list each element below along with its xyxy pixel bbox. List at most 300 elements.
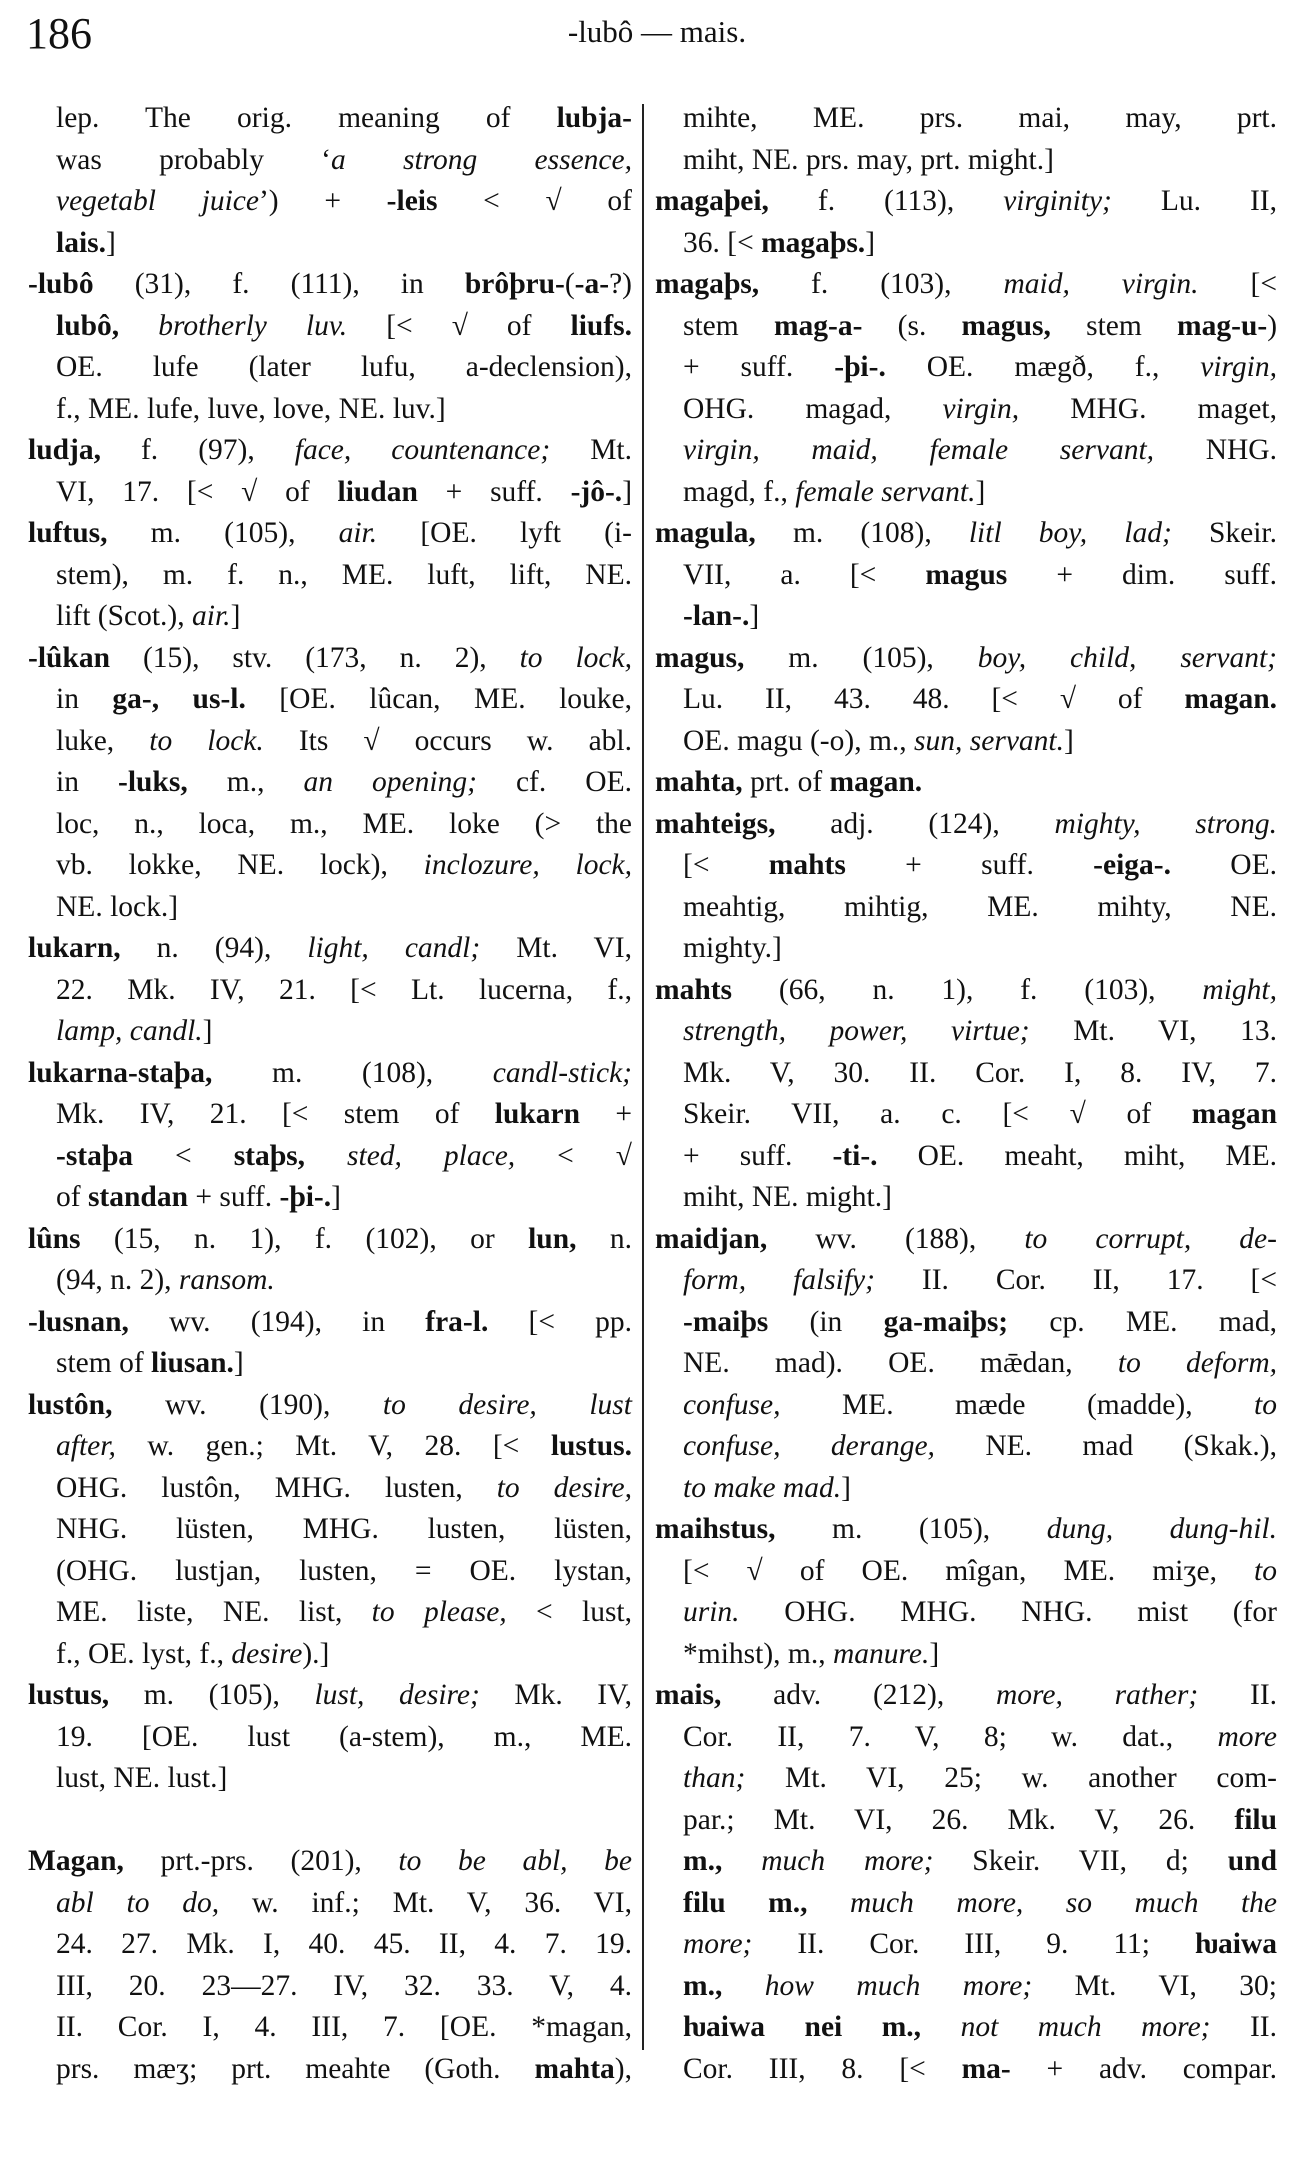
text: NE. mad). OE. mǣdan,	[683, 1347, 1118, 1379]
headword: brôþru-	[464, 268, 565, 300]
text: Mt. VI, 25; w. another com-	[745, 1762, 1277, 1794]
text-line	[655, 1385, 1277, 1427]
headword: lun,	[528, 1222, 577, 1255]
text: ]	[929, 1637, 940, 1670]
headword: -maiþs	[683, 1305, 769, 1338]
gloss: not much more;	[960, 2011, 1211, 2043]
text-line	[655, 389, 1277, 431]
entry-headline	[28, 1053, 632, 1095]
text: + suff.	[683, 351, 835, 383]
entry-headline	[28, 430, 632, 472]
gloss: to please,	[371, 1596, 507, 1628]
gloss: more	[1217, 1720, 1277, 1753]
text: in	[56, 683, 113, 715]
gloss: much more;	[761, 1845, 934, 1877]
text: n. (94),	[120, 932, 308, 964]
headword: -eiga-.	[1093, 849, 1171, 881]
gloss: ransom.	[178, 1264, 275, 1296]
text: + dim. suff.	[1007, 558, 1277, 591]
text: OHG. lustôn, MHG. lusten,	[56, 1471, 497, 1504]
gloss: light, candl;	[307, 932, 481, 964]
text: ]	[1063, 724, 1074, 757]
text: Lu. II, 43. 48. [< √ of	[683, 683, 1185, 715]
headword: luftus,	[28, 517, 108, 549]
running-head: -lubô — mais.	[567, 14, 747, 49]
headword: magus,	[961, 309, 1051, 342]
text: [OE. lûcan, ME. louke,	[245, 683, 632, 715]
text-line	[655, 1924, 1277, 1966]
text-line	[28, 1551, 632, 1593]
gloss: candl-stick;	[492, 1056, 632, 1089]
headword: mag-u-	[1177, 309, 1268, 342]
gloss: more, rather;	[995, 1679, 1199, 1711]
entry-headline	[655, 1219, 1277, 1261]
text-line	[28, 1177, 632, 1219]
text-line	[655, 1758, 1277, 1800]
text: Mk. V, 30. II. Cor. I, 8. IV, 7.	[683, 1056, 1277, 1089]
headword: -lan-.	[683, 600, 750, 632]
text-line	[655, 928, 1277, 970]
text: Skeir.	[1171, 517, 1277, 549]
text: n.	[576, 1222, 633, 1255]
text-line	[28, 1426, 632, 1468]
headword: -ti-.	[832, 1139, 878, 1172]
text: ]	[622, 475, 633, 508]
text: prt. of	[742, 766, 830, 798]
text-line	[28, 472, 632, 514]
text-line	[655, 845, 1277, 887]
text-line	[655, 1883, 1277, 1925]
text: + suff.	[417, 475, 571, 508]
text-line	[655, 596, 1277, 638]
text-line	[28, 1011, 632, 1053]
text: ),	[614, 2052, 632, 2085]
gloss: to desire, lust	[382, 1388, 632, 1421]
headword: filu m.,	[683, 1886, 808, 1919]
entry-headline	[655, 1509, 1277, 1551]
gloss: strength, power, virtue;	[683, 1015, 1030, 1047]
text-line	[655, 1053, 1277, 1095]
text: prs. mæʒ; prt. meahte (Goth.	[56, 2052, 535, 2085]
headword: ƕaiwa	[1194, 1928, 1277, 1960]
text: ]	[202, 1015, 213, 1047]
text: VII, a. [<	[683, 558, 926, 591]
gloss: boy, child, servant;	[977, 641, 1277, 674]
text-line	[28, 1883, 632, 1925]
text-line	[655, 2049, 1277, 2091]
text: lust, NE. lust.]	[56, 1762, 228, 1794]
text: prt.-prs. (201),	[123, 1845, 399, 1877]
text-line	[655, 1717, 1277, 1759]
headword: lubô,	[56, 309, 120, 342]
entry-headline	[655, 1675, 1277, 1717]
text: OE.	[1170, 849, 1278, 881]
headword: magula,	[655, 517, 756, 549]
gloss: virgin,	[1200, 351, 1277, 383]
text: par.; Mt. VI, 26. Mk. V, 26.	[683, 1803, 1235, 1836]
headword: mahta	[534, 2052, 615, 2085]
text: (31), f. (111), in	[93, 268, 465, 300]
gloss: urin.	[683, 1596, 740, 1628]
text	[921, 2011, 961, 2043]
text: vb. lokke, NE. lock),	[56, 849, 424, 881]
gloss: a strong essence,	[331, 143, 632, 176]
gloss: how much more;	[764, 1969, 1033, 2002]
headword: ma-	[961, 2052, 1011, 2085]
gloss: form, falsify;	[683, 1264, 875, 1296]
headword: lubja-	[556, 102, 632, 134]
headword: -þi-.	[834, 351, 886, 383]
entry-headline	[28, 1302, 632, 1344]
gloss: brotherly luv.	[158, 309, 348, 342]
text-line	[655, 1343, 1277, 1385]
text-line	[28, 306, 632, 348]
text: Mt. VI, 30;	[1032, 1969, 1278, 2002]
text-line	[28, 98, 632, 140]
text: <	[133, 1139, 234, 1172]
gloss: than;	[683, 1762, 746, 1794]
headword: lustôn,	[28, 1388, 113, 1421]
headword: m.,	[683, 1845, 723, 1877]
gloss: mighty, strong.	[1054, 807, 1277, 840]
text: ).]	[302, 1637, 330, 1670]
gloss: to	[1254, 1388, 1277, 1421]
text: 36. [<	[683, 226, 762, 259]
text-line	[28, 140, 632, 182]
text: miht, NE. might.]	[683, 1181, 892, 1213]
text: ]	[841, 1471, 851, 1504]
gloss: to make mad.	[683, 1471, 842, 1504]
headword: -lûkan	[28, 641, 110, 674]
text: was probably ‘	[56, 143, 332, 176]
entry-headline	[28, 1675, 632, 1717]
entry-headline	[655, 638, 1277, 680]
entry-headline	[655, 513, 1277, 555]
text-line	[655, 1177, 1277, 1219]
text-line	[28, 845, 632, 887]
text-line	[655, 1094, 1277, 1136]
text-line	[28, 679, 632, 721]
text: f., ME. lufe, luve, love, NE. luv.]	[56, 392, 446, 425]
text: Mt. VI, 13.	[1029, 1015, 1277, 1047]
text: cf. OE.	[476, 766, 633, 798]
text: 22. Mk. IV, 21. [< Lt. lucerna, f.,	[56, 973, 632, 1006]
text: magd, f.,	[683, 475, 796, 508]
text-line	[655, 887, 1277, 929]
text: ME. mæde (madde),	[780, 1388, 1255, 1421]
headword: magus	[925, 558, 1008, 591]
text-line	[28, 1509, 632, 1551]
text: f. (103),	[759, 268, 1004, 300]
text: loc, n., loca, m., ME. loke (> the	[56, 807, 632, 840]
gloss: inclozure, lock,	[423, 849, 633, 881]
left-column	[28, 98, 632, 2090]
text: II. Cor. III, 9. 11;	[752, 1928, 1195, 1960]
text: +	[580, 1098, 632, 1130]
text: ]	[865, 226, 876, 259]
text-line	[28, 555, 632, 597]
headword: lukarna-staþa,	[28, 1056, 213, 1089]
headword: magaþs.	[761, 226, 866, 259]
text-line	[655, 1260, 1277, 1302]
column-divider	[642, 104, 644, 2050]
headword: standan	[87, 1181, 188, 1213]
gloss: manure.	[832, 1637, 930, 1670]
text: [<	[1198, 268, 1277, 300]
text: m. (108),	[212, 1056, 493, 1089]
text: NE. lock.]	[56, 890, 179, 923]
text-line	[655, 140, 1277, 182]
text-line	[28, 2007, 632, 2049]
text: ]	[233, 1347, 244, 1379]
text-line	[28, 970, 632, 1012]
headword: mahts	[655, 973, 733, 1006]
headword: m.,	[683, 1969, 723, 2002]
headword: -leis	[386, 185, 438, 217]
text: ]	[331, 1181, 341, 1213]
text: < √ of	[437, 185, 632, 217]
headword: ƕaiwa nei m.,	[683, 2011, 922, 2043]
gloss: abl to do,	[56, 1886, 220, 1919]
headword: mag-a-	[773, 309, 863, 342]
headword: -staþa	[56, 1139, 134, 1172]
text: m. (105),	[107, 517, 339, 549]
headword: mahteigs,	[655, 807, 776, 840]
text: (	[564, 268, 575, 300]
headword: lustus,	[28, 1679, 110, 1711]
entry-headline	[28, 1219, 632, 1261]
text: [<	[683, 849, 769, 881]
text: w. inf.; Mt. V, 36. VI,	[219, 1886, 632, 1919]
gloss: to	[1254, 1554, 1277, 1587]
entry-headline	[28, 1385, 632, 1427]
gloss: lust, desire;	[314, 1679, 480, 1711]
gloss: air.	[192, 600, 231, 632]
headword: mahta,	[655, 766, 743, 798]
text-line	[655, 1426, 1277, 1468]
text	[722, 1845, 761, 1877]
text-line	[28, 181, 632, 223]
text: Mk. IV,	[479, 1679, 632, 1711]
headword: ga-maiþs;	[883, 1305, 1009, 1338]
text: (15), stv. (173, n. 2),	[110, 641, 520, 674]
headword: magus,	[655, 641, 745, 674]
text: stem), m. f. n., ME. luft, lift, NE.	[56, 558, 632, 591]
text: adj. (124),	[775, 807, 1055, 840]
entry-headline	[655, 181, 1277, 223]
text-line	[655, 472, 1277, 514]
text: OE. magu (-o), m.,	[683, 724, 915, 757]
text-line	[655, 1011, 1277, 1053]
text: (94, n. 2),	[56, 1264, 179, 1296]
text: m. (105),	[775, 1513, 1047, 1545]
text-line	[655, 347, 1277, 389]
text: miht, NE. prs. may, prt. might.]	[683, 143, 1054, 176]
text-line	[28, 1924, 632, 1966]
text: ]	[749, 600, 760, 632]
text: (OHG. lustjan, lusten, = OE. lystan,	[56, 1554, 632, 1587]
right-column	[655, 98, 1277, 2090]
text: NHG.	[1154, 434, 1277, 466]
headword: ludja,	[28, 434, 101, 466]
text: mihte, ME. prs. mai, may, prt.	[683, 102, 1277, 134]
text	[722, 1970, 764, 2002]
text-line	[655, 1302, 1277, 1344]
gloss: sted, place,	[347, 1139, 516, 1172]
text: lift (Scot.),	[56, 600, 193, 632]
text-line	[28, 1136, 632, 1178]
text-line	[655, 2007, 1277, 2049]
gloss: to deform,	[1117, 1347, 1277, 1379]
text: stem	[1050, 309, 1178, 342]
text-line	[28, 1800, 632, 1842]
page-number: 186	[26, 9, 92, 58]
text: ]	[106, 226, 116, 259]
headword: magan.	[829, 766, 923, 798]
gloss: to corrupt, de-	[1024, 1222, 1277, 1255]
gloss: after,	[56, 1430, 116, 1462]
text: (66, n. 1), f. (103),	[732, 973, 1203, 1006]
text-line	[28, 596, 632, 638]
gloss: lamp, candl.	[56, 1015, 203, 1047]
text: m. (105),	[109, 1679, 315, 1711]
text-line	[28, 721, 632, 763]
text-line	[28, 1717, 632, 1759]
text: Mt. VI,	[480, 932, 632, 964]
text: )	[1267, 309, 1278, 342]
text: ]	[975, 475, 986, 508]
text: Cor. II, 7. V, 8; w. dat.,	[683, 1720, 1218, 1753]
headword: Magan,	[28, 1845, 124, 1877]
text: f., OE. lyst, f.,	[56, 1637, 232, 1670]
text: OE. mægð, f.,	[885, 351, 1201, 383]
text: [< √ of OE. mîgan, ME. miʒe,	[683, 1554, 1255, 1587]
text-line	[28, 1260, 632, 1302]
text: m. (105),	[744, 641, 978, 674]
text: *mihst), m.,	[683, 1637, 833, 1670]
text: OE. meaht, miht, ME.	[877, 1139, 1278, 1172]
gloss: to lock.	[149, 724, 264, 757]
gloss: to lock,	[519, 641, 632, 674]
headword: magaþs,	[655, 268, 760, 300]
gloss: sun, servant.	[914, 724, 1064, 757]
text: Its √ occurs w. abl.	[263, 724, 632, 757]
entry-headline	[28, 1841, 632, 1883]
text: w. gen.; Mt. V, 28. [<	[115, 1430, 551, 1462]
text: m. (108),	[755, 517, 969, 549]
headword: lustus.	[550, 1430, 632, 1462]
headword: fra-l.	[425, 1305, 489, 1338]
gloss: dung, dung-hil.	[1046, 1513, 1277, 1545]
gloss: face, countenance;	[294, 434, 551, 466]
entry-headline	[28, 513, 632, 555]
text-line	[28, 1592, 632, 1634]
text-line	[655, 98, 1277, 140]
text: 24. 27. Mk. I, 40. 45. II, 4. 7. 19.	[56, 1928, 632, 1960]
headword: staþs,	[233, 1139, 306, 1172]
text: II. Cor. II, 17. [<	[874, 1264, 1277, 1296]
text-line	[28, 1094, 632, 1136]
text: ’) +	[258, 185, 387, 217]
text-line	[655, 1551, 1277, 1593]
text-line	[655, 679, 1277, 721]
gloss: to be abl, be	[398, 1845, 632, 1877]
gloss: confuse, derange,	[683, 1430, 935, 1462]
text: + adv. compar.	[1010, 2052, 1277, 2085]
text: VI, 17. [< √ of	[56, 475, 338, 508]
text-line	[655, 430, 1277, 472]
text: in	[56, 766, 118, 798]
text-line	[28, 762, 632, 804]
headword: mahts	[768, 849, 846, 881]
text-line	[28, 223, 632, 265]
gloss: litl boy, lad;	[968, 517, 1172, 549]
text-line	[655, 1592, 1277, 1634]
entry-headline	[655, 804, 1277, 846]
headword: mais,	[655, 1679, 722, 1711]
entry-headline	[655, 264, 1277, 306]
text: III, 20. 23—27. IV, 32. 33. V, 4.	[56, 1969, 632, 2002]
text	[305, 1140, 347, 1172]
text-line	[655, 1800, 1277, 1842]
text: m.,	[187, 766, 304, 798]
gloss: virginity;	[1003, 185, 1112, 217]
headword: lukarn	[494, 1098, 581, 1130]
text: + suff.	[845, 849, 1094, 881]
text-line	[28, 2049, 632, 2091]
text: meahtig, mihtig, ME. mihty, NE.	[683, 890, 1277, 923]
text: of	[56, 1181, 88, 1213]
text-line	[655, 223, 1277, 265]
text-line	[28, 1343, 632, 1385]
gloss: virgin,	[942, 392, 1020, 425]
gloss: maid, virgin.	[1003, 268, 1199, 300]
text: + suff.	[187, 1181, 280, 1213]
headword: -a-	[574, 268, 610, 300]
headword: -lusnan,	[28, 1305, 129, 1338]
text: II.	[1210, 2011, 1278, 2043]
entry-headline	[28, 264, 632, 306]
text	[807, 1887, 850, 1919]
text-line	[28, 1634, 632, 1676]
entry-headline	[655, 970, 1277, 1012]
gloss: an opening;	[303, 766, 477, 798]
headword: -luks,	[118, 766, 188, 798]
text: OE. lufe (later lufu, a-declension),	[56, 351, 632, 383]
gloss: more;	[683, 1928, 753, 1960]
headword: magan	[1191, 1098, 1277, 1130]
text: (in	[768, 1305, 884, 1338]
text: Cor. III, 8. [<	[683, 2052, 962, 2085]
text: ]	[230, 600, 241, 632]
gloss: female servant.	[795, 475, 976, 508]
entry-headline	[655, 762, 1277, 804]
entry-headline	[28, 928, 632, 970]
text: II. Cor. I, 4. III, 7. [OE. *magan,	[56, 2011, 632, 2043]
headword: liudan	[337, 475, 418, 508]
text: lep. The orig. meaning of	[56, 102, 557, 134]
text: f. (113),	[768, 185, 1004, 217]
headword: liusan.	[151, 1347, 234, 1379]
text: II.	[1198, 1679, 1278, 1711]
headword: liufs.	[570, 309, 633, 342]
text: f. (97),	[100, 434, 295, 466]
text-line	[28, 347, 632, 389]
text	[119, 310, 158, 342]
text: stem of	[56, 1347, 152, 1379]
headword: -lubô	[28, 268, 94, 300]
text: ?)	[609, 268, 632, 300]
